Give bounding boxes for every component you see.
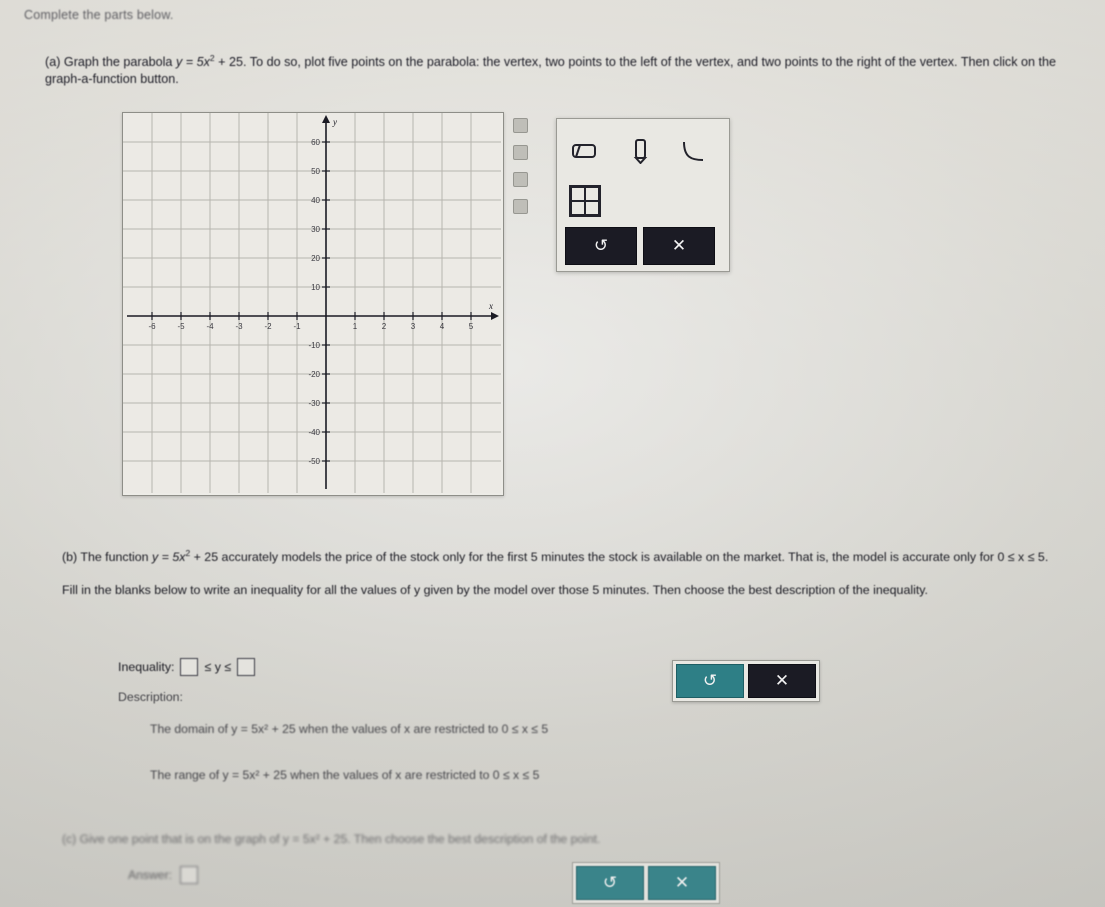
svg-text:5: 5	[468, 322, 474, 331]
instruction-note: Complete the parts below.	[24, 8, 174, 22]
part-a-text-before: Graph the parabola	[63, 55, 173, 70]
part-c-answer-input[interactable]	[180, 866, 198, 884]
part-a-label: (a)	[45, 55, 61, 70]
part-c-clear-button[interactable]: ✕	[648, 866, 716, 900]
part-b-equation: y = 5x	[152, 550, 186, 565]
svg-text:x: x	[489, 301, 493, 311]
svg-text:-20: -20	[308, 370, 320, 379]
svg-text:30: 30	[311, 225, 320, 234]
svg-text:1: 1	[352, 322, 358, 331]
clear-button[interactable]: ✕	[643, 227, 715, 265]
description-label: Description:	[118, 690, 183, 704]
part-a-text-after: To do so, plot five points on the parabola: the vertex, two points to the left of the vertex, and two points to the right of the vertex. Then click on the graph-a-function button.	[45, 55, 1057, 87]
svg-text:-30: -30	[308, 399, 320, 408]
graph-side-icons[interactable]	[508, 118, 532, 214]
svg-text:50: 50	[311, 167, 320, 176]
svg-text:y: y	[333, 117, 337, 127]
pencil-icon[interactable]	[621, 136, 659, 166]
svg-text:-10: -10	[308, 341, 320, 350]
part-a-prompt	[45, 50, 1085, 88]
svg-text:3: 3	[410, 322, 416, 331]
coordinate-graph[interactable]	[122, 112, 504, 496]
square-icon[interactable]	[513, 199, 528, 214]
part-b-prompt	[62, 545, 1082, 615]
svg-text:10: 10	[311, 283, 320, 292]
svg-text:2: 2	[381, 322, 387, 331]
crosshair-icon[interactable]	[513, 172, 528, 187]
description-option-2[interactable]: The range of y = 5x² + 25 when the values of x are restricted to 0 ≤ x ≤ 5	[150, 768, 540, 782]
part-c-prompt	[62, 832, 1062, 846]
svg-text:-40: -40	[308, 428, 320, 437]
svg-text:40: 40	[311, 196, 320, 205]
svg-text:-4: -4	[206, 322, 214, 331]
inequality-row[interactable]	[118, 658, 255, 676]
part-c-answer-label: Answer:	[128, 868, 173, 882]
grid-icon[interactable]	[569, 185, 601, 217]
svg-text:-5: -5	[177, 322, 185, 331]
part-b-label: (b)	[62, 550, 78, 565]
svg-text:-50: -50	[308, 457, 320, 466]
part-b-paragraph-1: (b) The function $y = 5x^2 + 25$ accurately models the price of the stock only for the first 5 minutes the stock is available on the market. That is, the model is accurate only for 0 ≤ x ≤ 5.	[62, 548, 1049, 565]
eraser-icon[interactable]	[567, 136, 605, 166]
inequality-label: Inequality:	[118, 660, 175, 674]
inequality-upper-input[interactable]	[237, 658, 255, 676]
description-option-1[interactable]: The domain of y = 5x² + 25 when the values of x are restricted to 0 ≤ x ≤ 5	[150, 722, 549, 736]
point-icon[interactable]	[513, 118, 528, 133]
part-c-undo-button[interactable]: ↺	[576, 866, 644, 900]
part-c-answer-toolbar[interactable]	[572, 862, 720, 904]
inequality-lower-input[interactable]	[180, 658, 198, 676]
part-b-undo-button[interactable]: ↺	[676, 664, 744, 698]
part-a-equation: $y = 5x^2 + 25$.	[175, 53, 247, 70]
svg-text:-6: -6	[148, 322, 156, 331]
graph-svg[interactable]	[123, 113, 501, 493]
svg-text:4: 4	[439, 322, 445, 331]
part-c-answer-row[interactable]	[128, 866, 198, 884]
svg-text:-1: -1	[293, 322, 301, 331]
part-b-clear-button[interactable]: ✕	[748, 664, 816, 698]
curve-icon[interactable]	[675, 136, 713, 166]
part-b-paragraph-2: Fill in the blanks below to write an inequality for all the values of y given by the model over those 5 minutes. Then choose the best description of the inequality.	[62, 583, 929, 598]
svg-text:60: 60	[311, 138, 320, 147]
svg-text:20: 20	[311, 254, 320, 263]
line-icon[interactable]	[513, 145, 528, 160]
part-c-text: Give one point that is on the graph of y = 5x² + 25. Then choose the best description of the point.	[79, 832, 601, 846]
graph-toolbar[interactable]	[556, 118, 730, 272]
part-c-label: (c)	[62, 832, 77, 846]
inequality-operator: ≤ y ≤	[204, 660, 232, 674]
part-b-answer-toolbar[interactable]	[672, 660, 820, 702]
undo-button[interactable]: ↺	[565, 227, 637, 265]
svg-text:-2: -2	[264, 322, 272, 331]
svg-text:-3: -3	[235, 322, 243, 331]
